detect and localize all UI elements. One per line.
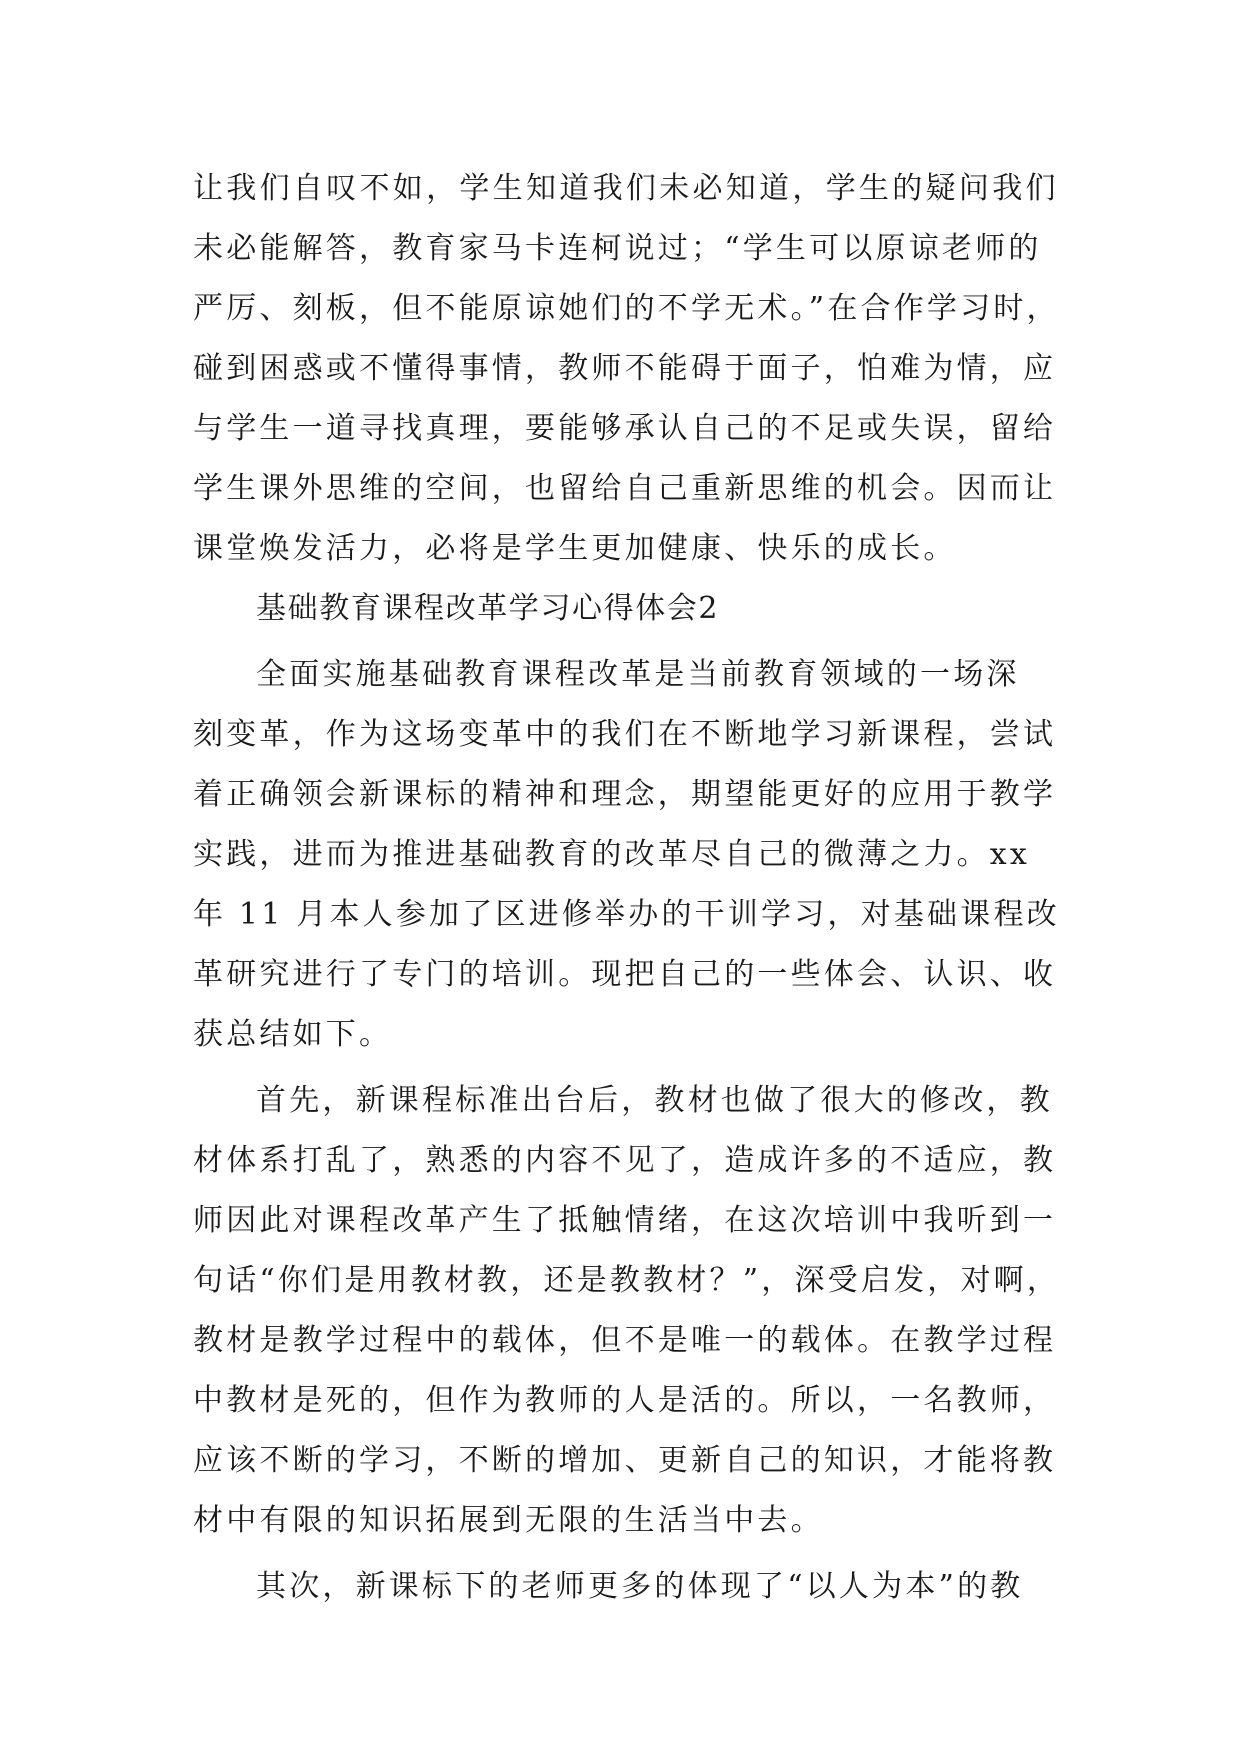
text-line: 严厉、刻板，但不能原谅她们的不学无术。”在合作学习时， xyxy=(193,291,1060,326)
text-line: 着正确领会新课标的精神和理念，期望能更好的应用于教学 xyxy=(193,777,1057,812)
text-line: 中教材是死的，但作为教师的人是活的。所以，一名教师， xyxy=(193,1383,1057,1418)
text-line: 句话“你们是用教材教，还是教教材？”，深受启发，对啊， xyxy=(193,1263,1061,1298)
paragraph-continued xyxy=(193,159,1073,579)
text-line: 师因此对课程改革产生了抵触情绪，在这次培训中我听到一 xyxy=(193,1203,1057,1238)
text-line: 碰到困惑或不懂得事情，教师不能碍于面子，怕难为情，应 xyxy=(193,351,1057,386)
text-line: 应该不断的学习，不断的增加、更新自己的知识，才能将教 xyxy=(193,1443,1057,1478)
text-line: 实践，进而为推进基础教育的改革尽自己的微薄之力。xx xyxy=(193,837,1031,872)
section-heading: 基础教育课程改革学习心得体会2 xyxy=(256,591,720,626)
text-line: 年 11 月本人参加了区进修举办的干训学习，对基础课程改 xyxy=(193,897,1060,932)
text-line: 学生课外思维的空间，也留给自己重新思维的机会。因而让 xyxy=(193,471,1057,506)
text-line: 课堂焕发活力，必将是学生更加健康、快乐的成长。 xyxy=(193,531,957,566)
text-line: 材体系打乱了，熟悉的内容不见了，造成许多的不适应，教 xyxy=(193,1143,1057,1178)
document-body xyxy=(193,159,1073,1617)
paragraph-intro xyxy=(193,645,1073,1065)
text-line: 未必能解答，教育家马卡连柯说过；“学生可以原谅老师的 xyxy=(193,231,1042,266)
text-line: 革研究进行了专门的培训。现把自己的一些体会、认识、收 xyxy=(193,957,1057,992)
text-line: 获总结如下。 xyxy=(193,1017,393,1052)
text-line: 其次，新课标下的老师更多的体现了“以人为本”的教 xyxy=(256,1569,1024,1604)
paragraph-first xyxy=(193,1071,1073,1551)
text-line: 全面实施基础教育课程改革是当前教育领域的一场深 xyxy=(256,657,1020,692)
text-line: 首先，新课程标准出台后，教材也做了很大的修改，教 xyxy=(256,1083,1053,1118)
paragraph-second xyxy=(193,1557,1073,1617)
text-line: 让我们自叹不如，学生知道我们未必知道，学生的疑问我们 xyxy=(193,171,1059,206)
text-line: 刻变革，作为这场变革中的我们在不断地学习新课程，尝试 xyxy=(193,717,1057,752)
text-line: 材中有限的知识拓展到无限的生活当中去。 xyxy=(193,1503,824,1538)
text-line: 与学生一道寻找真理，要能够承认自己的不足或失误，留给 xyxy=(193,411,1057,446)
text-line: 教材是教学过程中的载体，但不是唯一的载体。在教学过程 xyxy=(193,1323,1057,1358)
